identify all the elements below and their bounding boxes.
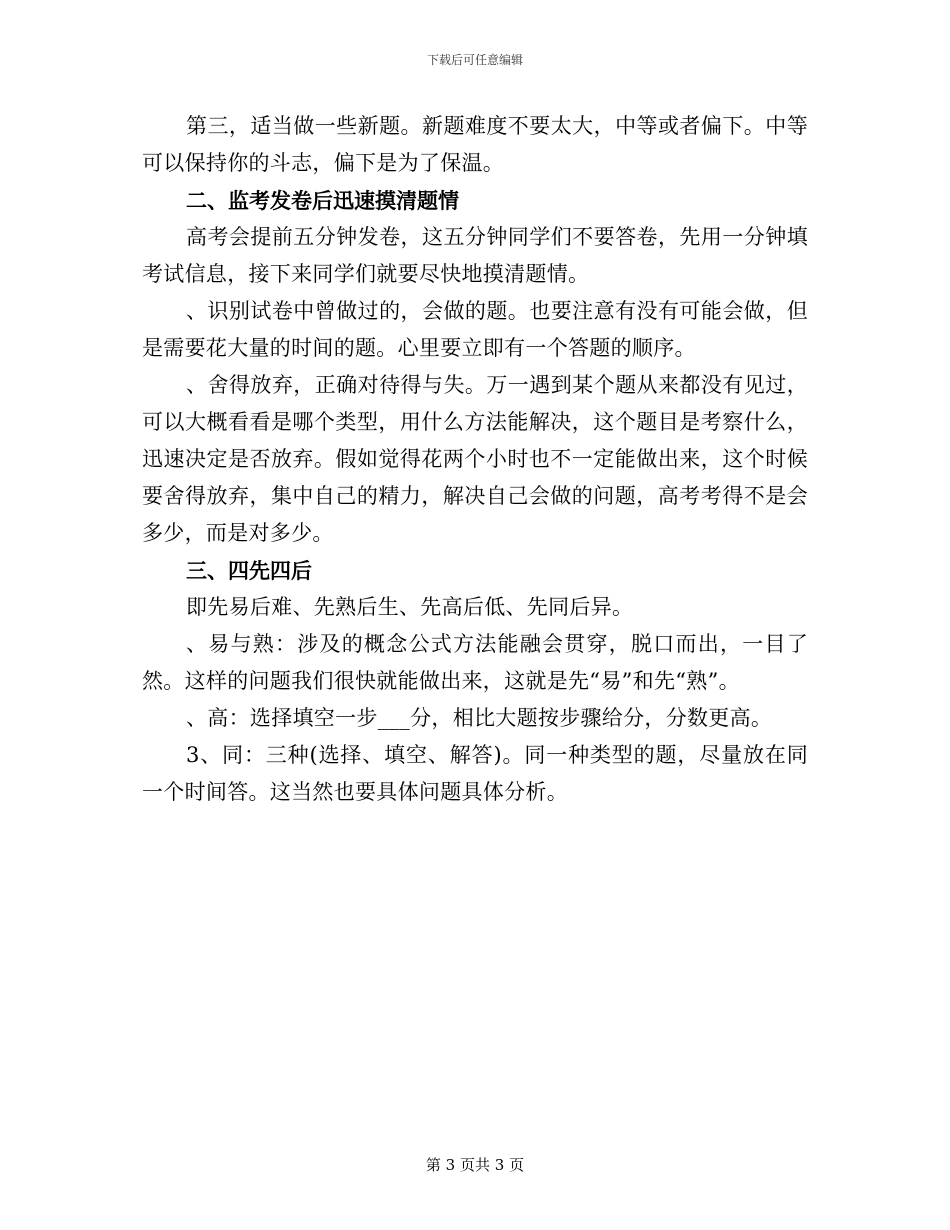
paragraph-high: 、高：选择填空一步___分，相比大题按步骤给分，分数更高。 <box>186 706 773 730</box>
paragraph-give-up: 、舍得放弃，正确对待得与失。万一遇到某个题从来都没有见过，可以大概看看是哪个类型，用什么方法能解决，这个题目是考察什么，迅速决定是否放弃。假如觉得花两个小时也不一定能做出来，这个时候要舍得放弃，集中自己的精力，解决自己会做的问题，高考考得不是会多少，而是对多少。 <box>142 373 808 545</box>
page-footer: 第 3 页共 3 页 <box>425 1156 525 1174</box>
paragraph-identify-questions: 、识别试卷中曾做过的，会做的题。也要注意有没有可能会做，但是需要花大量的时间的题。心里要立即有一个答题的顺序。 <box>142 299 808 360</box>
document-body <box>142 108 808 811</box>
paragraph-four-principles: 即先易后难、先熟后生、先高后低、先同后异。 <box>186 595 634 619</box>
section-heading-3: 三、四先四后 <box>186 558 312 583</box>
paragraph-easy-familiar: 、易与熟：涉及的概念公式方法能融会贯穿，脱口而出，一目了然。这样的问题我们很快就能做出来，这就是先“易”和先“熟”。 <box>142 632 808 693</box>
page-header: 下载后可任意编辑 <box>426 53 523 67</box>
section-heading-2: 二、监考发卷后迅速摸清题情 <box>186 188 459 213</box>
paragraph-five-minutes: 高考会提前五分钟发卷，这五分钟同学们不要答卷，先用一分钟填考试信息，接下来同学们就要尽快地摸清题情。 <box>142 225 808 286</box>
paragraph-new-questions: 第三，适当做一些新题。新题难度不要太大，中等或者偏下。中等可以保持你的斗志，偏下是为了保温。 <box>142 114 808 175</box>
paragraph-same: 3、同：三种(选择、填空、解答)。同一种类型的题，尽量放在同一个时间答。这当然也要具体问题具体分析。 <box>142 743 808 804</box>
